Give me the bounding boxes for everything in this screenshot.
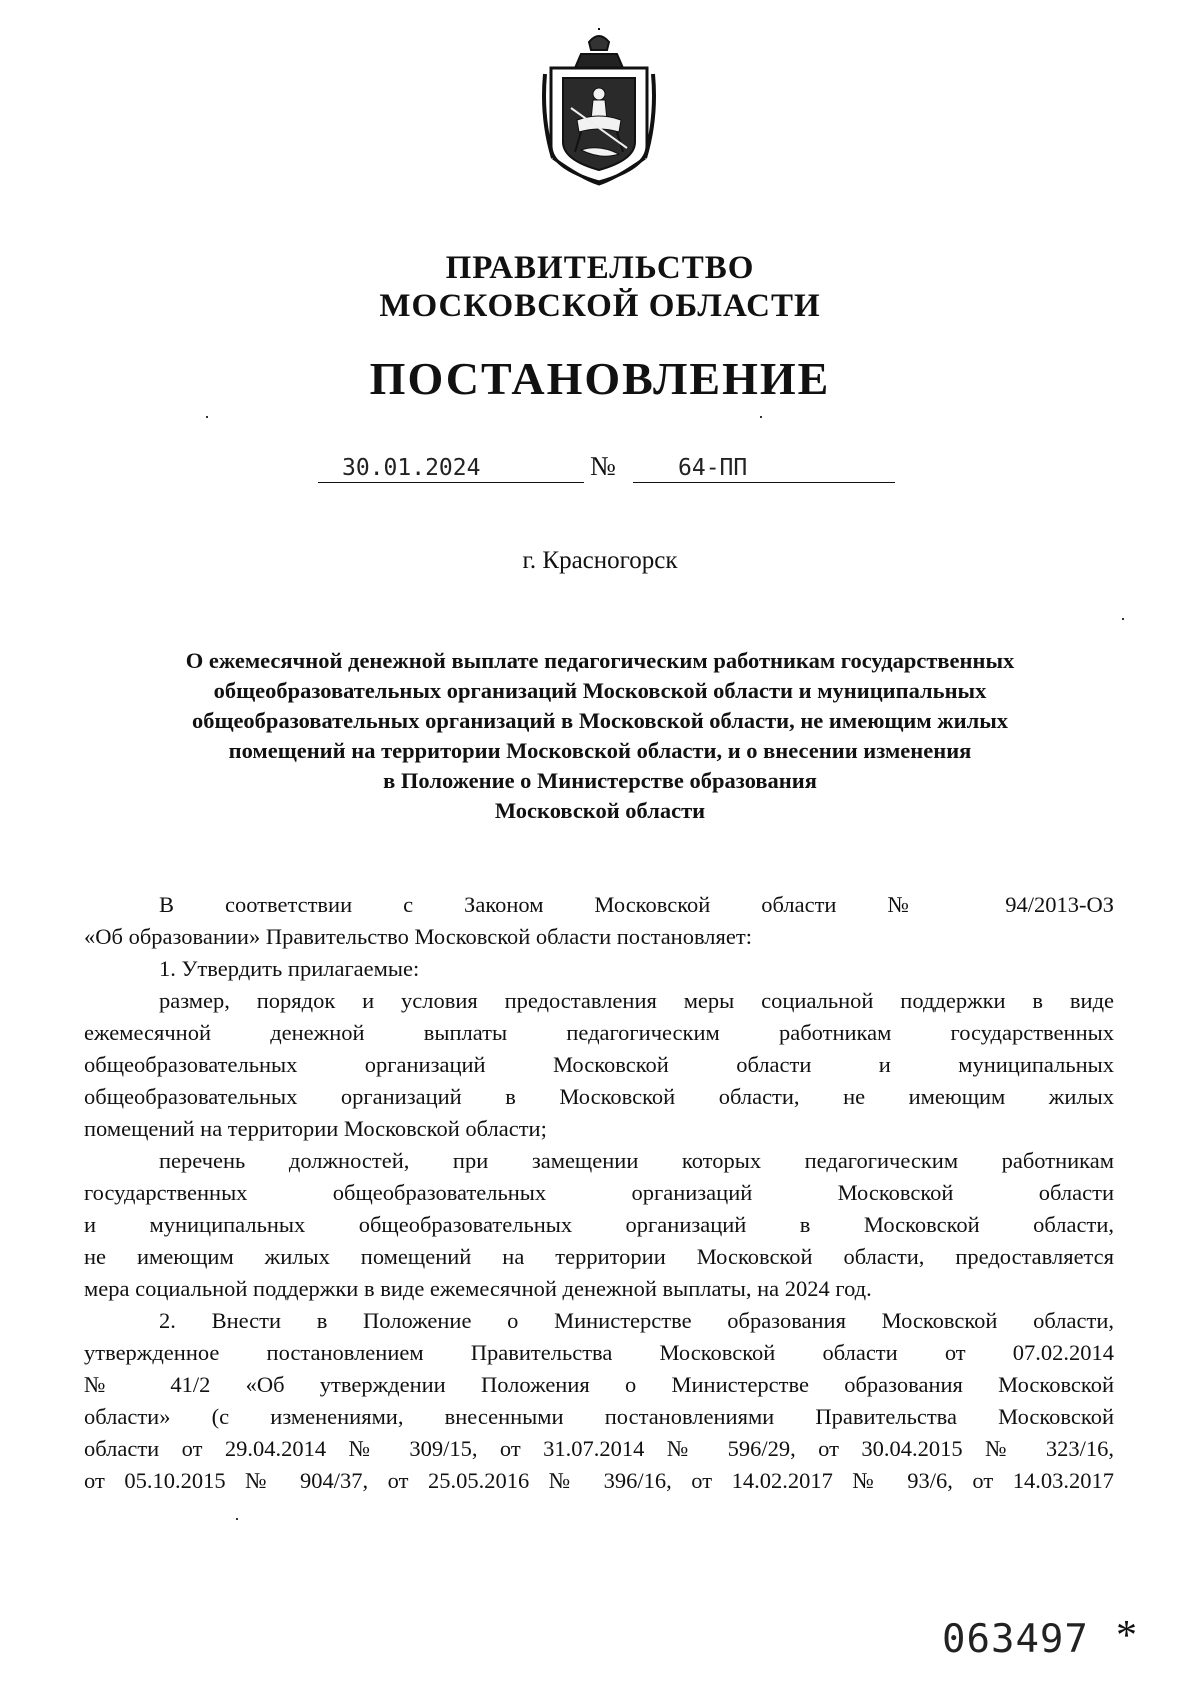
document-body xyxy=(84,889,1114,1497)
body-line: области» (с изменениями, внесенными постановлениями Правительства Московской xyxy=(84,1404,1114,1429)
scan-speck xyxy=(236,1518,238,1520)
body-line: 1. Утвердить прилагаемые: xyxy=(159,956,420,981)
coat-of-arms-emblem xyxy=(541,28,657,188)
document-number: 64-ПП xyxy=(678,455,748,481)
number-sign: № xyxy=(590,451,616,481)
body-line: ежемесячной денежной выплаты педагогическим работникам государственных xyxy=(84,1020,1114,1045)
document-type-heading: ПОСТАНОВЛЕНИЕ xyxy=(369,353,831,404)
document-date: 30.01.2024 xyxy=(342,455,481,481)
body-line: размер, порядок и условия предоставления меры социальной поддержки в виде xyxy=(159,988,1114,1013)
body-line: общеобразовательных организаций Московской области и муниципальных xyxy=(84,1052,1114,1077)
title-line: общеобразовательных организаций Московской области и муниципальных xyxy=(213,678,987,703)
body-line: помещений на территории Московской области; xyxy=(84,1116,547,1141)
body-line: не имеющим жилых помещений на территории Московской области, предоставляется xyxy=(84,1244,1114,1269)
scan-speck xyxy=(1122,618,1124,620)
serial-number: 063497 xyxy=(942,1617,1089,1662)
title-line: помещений на территории Московской области, и о внесении изменения xyxy=(228,738,972,763)
body-line: перечень должностей, при замещении которых педагогическим работникам xyxy=(159,1148,1114,1173)
government-name-line1: ПРАВИТЕЛЬСТВО xyxy=(445,250,755,286)
date-underline xyxy=(318,482,584,483)
body-line: В соответствии с Законом Московской области № 94/2013-ОЗ xyxy=(159,892,1114,917)
body-line: от 05.10.2015 № 904/37, от 25.05.2016 № 396/16, от 14.02.2017 № 93/6, от 14.03.2017 xyxy=(84,1468,1114,1493)
scan-speck xyxy=(206,416,208,418)
title-line: общеобразовательных организаций в Московской области, не имеющим жилых xyxy=(191,708,1009,733)
body-line: мера социальной поддержки в виде ежемесячной денежной выплаты, на 2024 год. xyxy=(84,1276,872,1301)
body-line: области от 29.04.2014 № 309/15, от 31.07.2014 № 596/29, от 30.04.2015 № 323/16, xyxy=(84,1436,1114,1461)
title-line: О ежемесячной денежной выплате педагогическим работникам государственных xyxy=(185,648,1015,673)
body-line: и муниципальных общеобразовательных организаций в Московской области, xyxy=(84,1212,1114,1237)
asterisk-mark: * xyxy=(1116,1613,1137,1659)
title-line: Московской области xyxy=(494,798,706,823)
title-line: в Положение о Министерстве образования xyxy=(383,768,817,793)
city-name: г. Красногорск xyxy=(522,547,678,574)
government-name-line2: МОСКОВСКОЙ ОБЛАСТИ xyxy=(379,288,821,324)
scan-speck xyxy=(760,416,762,418)
document-title xyxy=(80,646,1120,826)
body-line: общеобразовательных организаций в Московской области, не имеющим жилых xyxy=(84,1084,1114,1109)
body-line: № 41/2 «Об утверждении Положения о Министерстве образования Московской xyxy=(84,1372,1114,1397)
body-line: «Об образовании» Правительство Московской области постановляет: xyxy=(84,924,752,949)
body-line: утвержденное постановлением Правительства Московской области от 07.02.2014 xyxy=(84,1340,1114,1365)
number-underline xyxy=(633,482,895,483)
body-line: государственных общеобразовательных организаций Московской области xyxy=(84,1180,1114,1205)
body-line: 2. Внести в Положение о Министерстве образования Московской области, xyxy=(159,1308,1114,1333)
